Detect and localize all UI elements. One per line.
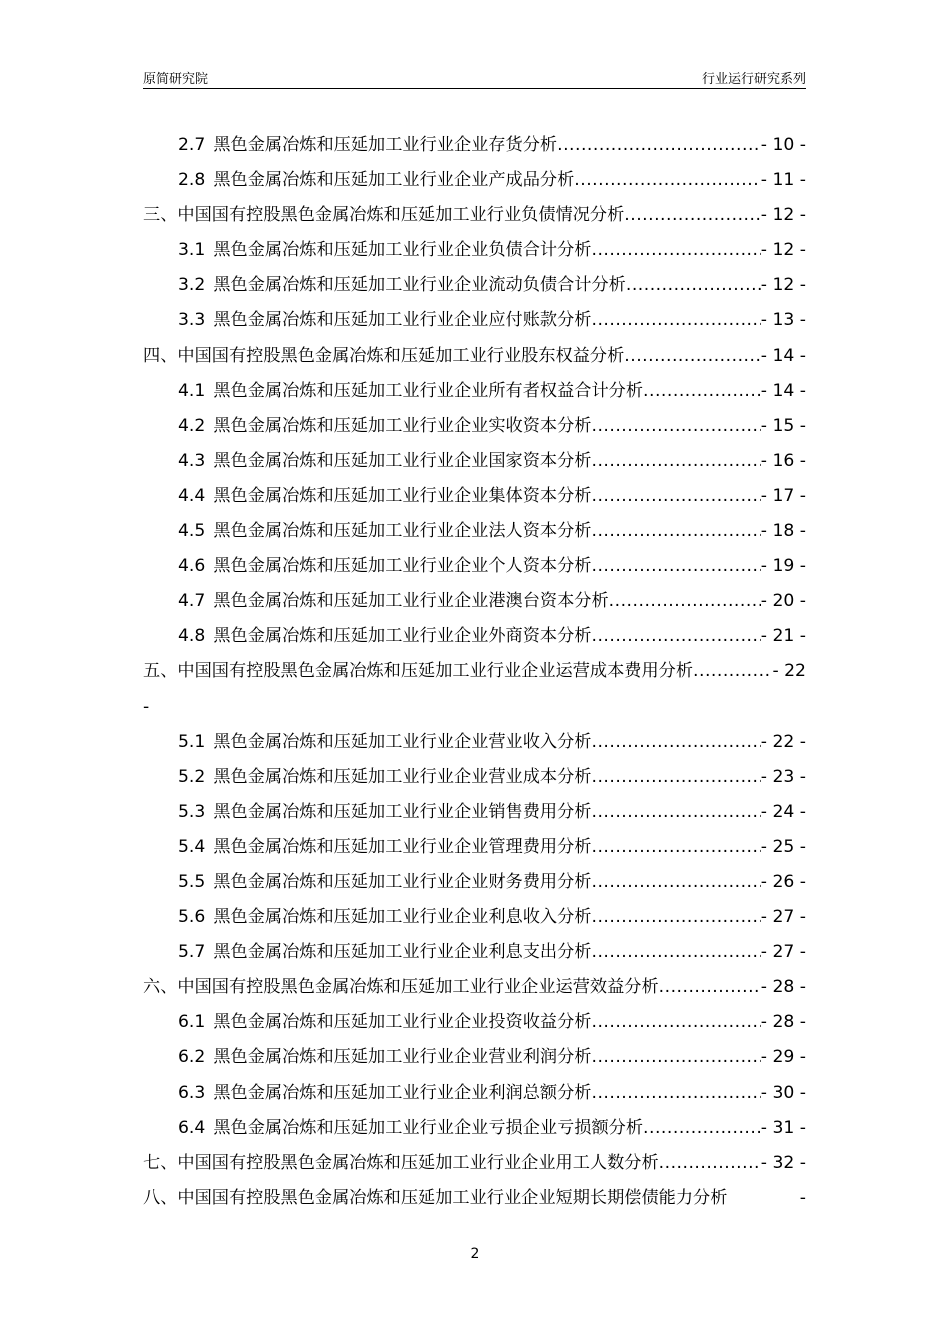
toc-entry-number: 4.1	[178, 380, 206, 401]
toc-entry-number: 4.6	[178, 556, 206, 577]
toc-entry-title: 黑色金属冶炼和压延加工业行业企业个人资本分析	[213, 556, 592, 577]
toc-entry-number: 4.2	[178, 415, 206, 436]
toc-entry-page: - 14 -	[760, 345, 806, 366]
toc-dot-leader	[624, 339, 761, 374]
toc-subsection-entry[interactable]	[143, 1005, 806, 1040]
toc-entry-number: 4.3	[178, 450, 206, 471]
toc-entry-page-continuation: -	[143, 696, 150, 717]
toc-dot-leader	[591, 479, 760, 514]
toc-dot-leader	[591, 444, 760, 479]
toc-subsection-entry[interactable]	[143, 163, 806, 198]
toc-entry-number: 2.7	[178, 135, 206, 155]
toc-dot-leader	[643, 374, 761, 409]
toc-subsection-entry[interactable]	[143, 1040, 806, 1075]
toc-entry-page: - 18 -	[760, 521, 806, 542]
toc-entry-page: -	[799, 1187, 806, 1208]
toc-dot-leader	[557, 128, 761, 163]
toc-section-entry[interactable]	[143, 970, 806, 1005]
toc-subsection-entry[interactable]	[143, 374, 806, 409]
toc-entry-number: 4.8	[178, 626, 206, 647]
toc-entry-title: 黑色金属冶炼和压延加工业行业企业法人资本分析	[213, 521, 592, 542]
toc-dot-leader	[591, 760, 760, 795]
toc-subsection-entry[interactable]	[143, 584, 806, 619]
toc-dot-leader	[591, 795, 760, 830]
toc-subsection-entry[interactable]	[143, 444, 806, 479]
toc-entry-number: 4.7	[178, 591, 206, 612]
toc-subsection-entry[interactable]	[143, 1111, 806, 1146]
toc-subsection-entry[interactable]	[143, 619, 806, 654]
toc-entry-page: - 10 -	[760, 135, 806, 155]
toc-section-entry[interactable]	[143, 339, 806, 374]
toc-entry-page: - 24 -	[760, 801, 806, 822]
toc-subsection-entry[interactable]	[143, 830, 806, 865]
toc-entry-number: 6.2	[178, 1047, 206, 1068]
toc-section-entry[interactable]	[143, 654, 806, 689]
toc-entry-number: 5.6	[178, 907, 206, 928]
toc-entry-page: - 22	[772, 661, 806, 682]
toc-entry-title: 黑色金属冶炼和压延加工业行业企业国家资本分析	[213, 450, 592, 471]
toc-dot-leader	[591, 619, 760, 654]
toc-entry-title: 黑色金属冶炼和压延加工业行业企业利息支出分析	[213, 942, 592, 963]
toc-entry-number: 5.7	[178, 942, 206, 963]
toc-entry-page: - 13 -	[760, 310, 806, 331]
toc-dot-leader	[591, 725, 760, 760]
toc-entry-title: 黑色金属冶炼和压延加工业行业企业利息收入分析	[213, 907, 592, 928]
toc-dot-leader	[591, 830, 760, 865]
toc-entry-number: 4.5	[178, 521, 206, 542]
toc-entry-title: 黑色金属冶炼和压延加工业行业企业管理费用分析	[213, 836, 592, 857]
toc-entry-number: 5.5	[178, 871, 206, 892]
toc-subsection-entry[interactable]	[143, 479, 806, 514]
toc-dot-leader	[574, 163, 761, 198]
toc-section-entry[interactable]	[143, 198, 806, 233]
page-header	[143, 66, 806, 89]
toc-subsection-entry[interactable]	[143, 268, 806, 303]
toc-dot-leader	[626, 268, 761, 303]
toc-entry-page: - 28 -	[760, 977, 806, 998]
toc-entry-page: - 21 -	[760, 626, 806, 647]
header-series-name: 行业运行研究系列	[701, 72, 806, 87]
toc-entry-number: 6.1	[178, 1012, 206, 1033]
toc-entry-title: 八、中国国有控股黑色金属冶炼和压延加工业行业企业短期长期偿债能力分析	[143, 1187, 728, 1208]
toc-subsection-entry[interactable]	[143, 128, 806, 163]
toc-entry-page: - 26 -	[760, 871, 806, 892]
toc-entry-title: 黑色金属冶炼和压延加工业行业企业营业利润分析	[213, 1047, 592, 1068]
toc-entry-title: 黑色金属冶炼和压延加工业行业企业营业成本分析	[213, 766, 592, 787]
toc-dot-leader	[591, 549, 760, 584]
toc-entry-page: - 12 -	[760, 205, 806, 226]
toc-entry-number: 5.3	[178, 801, 206, 822]
toc-subsection-entry[interactable]	[143, 233, 806, 268]
toc-dot-leader	[591, 303, 760, 338]
toc-entry-number: 3.3	[178, 310, 206, 331]
toc-entry-title: 黑色金属冶炼和压延加工业行业企业集体资本分析	[213, 485, 592, 506]
toc-section-entry[interactable]	[143, 1146, 806, 1181]
toc-dot-leader	[591, 409, 760, 444]
toc-entry-page: - 11 -	[760, 170, 806, 191]
table-of-contents	[143, 128, 806, 1216]
toc-dot-leader	[591, 1005, 760, 1040]
toc-entry-page: - 20 -	[760, 591, 806, 612]
toc-entry-page: - 19 -	[760, 556, 806, 577]
toc-dot-leader	[624, 198, 761, 233]
toc-section-entry[interactable]	[143, 1181, 806, 1216]
toc-entry-title: 黑色金属冶炼和压延加工业行业企业实收资本分析	[213, 415, 592, 436]
toc-subsection-entry[interactable]	[143, 514, 806, 549]
toc-entry-title: 黑色金属冶炼和压延加工业行业企业利润总额分析	[213, 1082, 592, 1103]
toc-dot-leader	[591, 900, 760, 935]
toc-entry-title: 黑色金属冶炼和压延加工业行业企业投资收益分析	[213, 1012, 592, 1033]
toc-subsection-entry[interactable]	[143, 409, 806, 444]
toc-entry-page: - 31 -	[760, 1117, 806, 1138]
toc-entry-title: 黑色金属冶炼和压延加工业行业企业营业收入分析	[213, 731, 592, 752]
page-number: 2	[470, 1246, 480, 1262]
toc-entry-title: 黑色金属冶炼和压延加工业行业企业产成品分析	[213, 170, 575, 191]
toc-entry-title: 黑色金属冶炼和压延加工业行业企业流动负债合计分析	[213, 275, 626, 296]
toc-entry-title: 黑色金属冶炼和压延加工业行业企业负债合计分析	[213, 240, 592, 261]
toc-entry-page: - 15 -	[760, 415, 806, 436]
toc-entry-title: 五、中国国有控股黑色金属冶炼和压延加工业行业企业运营成本费用分析	[143, 661, 694, 682]
toc-entry-page: - 23 -	[760, 766, 806, 787]
toc-entry-page: - 12 -	[760, 275, 806, 296]
toc-dot-leader	[659, 970, 761, 1005]
toc-dot-leader	[643, 1111, 761, 1146]
toc-entry-title: 黑色金属冶炼和压延加工业行业企业港澳台资本分析	[213, 591, 609, 612]
toc-entry-number: 3.2	[178, 275, 206, 296]
toc-entry-number: 2.8	[178, 170, 206, 191]
toc-subsection-entry[interactable]	[143, 795, 806, 830]
toc-entry-title: 黑色金属冶炼和压延加工业行业企业亏损企业亏损额分析	[213, 1117, 644, 1138]
toc-entry-title: 六、中国国有控股黑色金属冶炼和压延加工业行业企业运营效益分析	[143, 977, 659, 998]
toc-entry-title: 七、中国国有控股黑色金属冶炼和压延加工业行业企业用工人数分析	[143, 1152, 659, 1173]
toc-dot-leader	[591, 1040, 760, 1075]
toc-entry-number: 6.4	[178, 1117, 206, 1138]
toc-subsection-entry[interactable]	[143, 865, 806, 900]
toc-entry-title: 黑色金属冶炼和压延加工业行业企业销售费用分析	[213, 801, 592, 822]
toc-dot-leader	[591, 865, 760, 900]
toc-entry-page: - 28 -	[760, 1012, 806, 1033]
toc-entry-title: 四、中国国有控股黑色金属冶炼和压延加工业行业股东权益分析	[143, 345, 625, 366]
toc-entry-number: 6.3	[178, 1082, 206, 1103]
toc-subsection-entry[interactable]	[143, 549, 806, 584]
toc-entry-number: 4.4	[178, 485, 206, 506]
toc-subsection-entry[interactable]	[143, 935, 806, 970]
toc-entry-title: 黑色金属冶炼和压延加工业行业企业财务费用分析	[213, 871, 592, 892]
toc-dot-leader	[591, 1076, 760, 1111]
toc-entry-number: 5.4	[178, 836, 206, 857]
toc-entry-page: - 27 -	[760, 907, 806, 928]
toc-dot-leader	[591, 514, 760, 549]
toc-entry-page: - 12 -	[760, 240, 806, 261]
toc-entry-page: - 14 -	[760, 380, 806, 401]
toc-entry-page: - 17 -	[760, 485, 806, 506]
toc-dot-leader	[659, 1146, 761, 1181]
toc-entry-number: 5.1	[178, 731, 206, 752]
toc-dot-leader	[609, 584, 761, 619]
toc-entry-number: 3.1	[178, 240, 206, 261]
toc-entry-number: 5.2	[178, 766, 206, 787]
toc-entry-title: 三、中国国有控股黑色金属冶炼和压延加工业行业负债情况分析	[143, 205, 625, 226]
toc-entry-title: 黑色金属冶炼和压延加工业行业企业存货分析	[213, 135, 558, 155]
toc-dot-leader	[693, 654, 772, 689]
toc-entry-page: - 32 -	[760, 1152, 806, 1173]
toc-entry-page: - 22 -	[760, 731, 806, 752]
toc-subsection-entry[interactable]	[143, 760, 806, 795]
toc-entry-page: - 30 -	[760, 1082, 806, 1103]
toc-entry-title: 黑色金属冶炼和压延加工业行业企业外商资本分析	[213, 626, 592, 647]
toc-entry-page: - 16 -	[760, 450, 806, 471]
toc-subsection-entry[interactable]	[143, 725, 806, 760]
toc-entry-page: - 27 -	[760, 942, 806, 963]
toc-subsection-entry[interactable]	[143, 900, 806, 935]
toc-entry-title: 黑色金属冶炼和压延加工业行业企业应付账款分析	[213, 310, 592, 331]
toc-dot-leader	[591, 935, 760, 970]
header-org-name: 原简研究院	[143, 72, 209, 87]
toc-entry-page: - 25 -	[760, 836, 806, 857]
toc-entry-page: - 29 -	[760, 1047, 806, 1068]
toc-subsection-entry[interactable]	[143, 1076, 806, 1111]
toc-subsection-entry[interactable]	[143, 303, 806, 338]
toc-dot-leader	[591, 233, 760, 268]
toc-entry-title: 黑色金属冶炼和压延加工业行业企业所有者权益合计分析	[213, 380, 644, 401]
